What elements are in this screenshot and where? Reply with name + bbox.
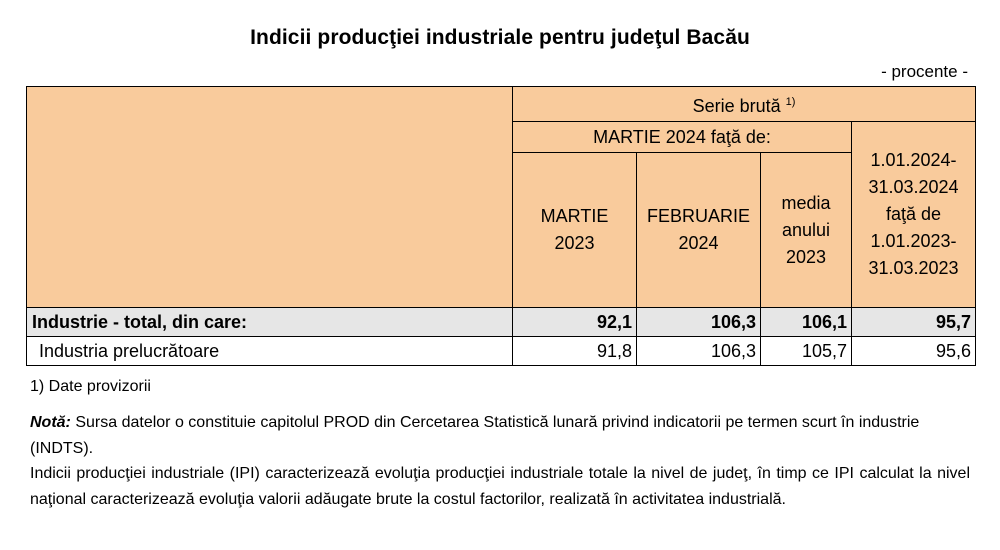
header-period: MARTIE 2024 faţă de: — [513, 122, 852, 153]
row-label: Industrie - total, din care: — [27, 308, 513, 337]
col-header-media-2023 — [761, 153, 852, 308]
col-header-line: media — [781, 192, 831, 213]
header-cumulative — [852, 122, 976, 308]
cell-value: 105,7 — [761, 337, 852, 366]
col-header-line: 2023 — [554, 233, 595, 253]
cell-value: 92,1 — [513, 308, 637, 337]
row-label: Industria prelucrătoare — [27, 337, 513, 366]
serie-label: Serie brută — [692, 96, 781, 116]
cell-value: 106,1 — [761, 308, 852, 337]
serie-footnote-ref: 1) — [785, 96, 796, 108]
col-header-martie-2023 — [513, 153, 637, 308]
header-serie — [513, 87, 976, 122]
header-empty-cell — [27, 87, 513, 308]
cell-value: 91,8 — [513, 337, 637, 366]
col-header-line: 2023 — [785, 246, 827, 267]
cumulative-line: 31.03.2023 — [868, 258, 959, 278]
page-title: Indicii producţiei industriale pentru judeţul Bacău — [250, 26, 750, 49]
data-table — [26, 86, 976, 366]
col-header-line: anului — [781, 219, 831, 240]
note-label: Notă: — [30, 414, 71, 431]
cumulative-line: 1.01.2024- — [870, 150, 957, 170]
cumulative-line: 1.01.2023- — [870, 231, 957, 251]
col-header-line: 2024 — [678, 233, 719, 253]
table-row-total — [27, 308, 976, 337]
note-line-1 — [30, 410, 970, 461]
note-text-1: Sursa datelor o constituie capitolul PROD din Cercetarea Statistică lunară privind indicatorii pe termen scurt în industrie (INDTS). — [30, 414, 920, 457]
cumulative-line: 31.03.2024 — [868, 177, 959, 197]
notes-block — [30, 410, 970, 512]
col-header-line: FEBRUARIE — [646, 206, 751, 226]
footnote: 1) Date provizorii — [30, 378, 151, 395]
col-header-line: MARTIE — [540, 206, 609, 226]
cell-value: 106,3 — [637, 308, 761, 337]
cell-value: 106,3 — [637, 337, 761, 366]
unit-label: - procente - — [881, 62, 968, 81]
cell-value: 95,7 — [852, 308, 976, 337]
cumulative-line: faţă de — [886, 204, 942, 224]
header-row-serie — [27, 87, 976, 122]
col-header-februarie-2024 — [637, 153, 761, 308]
cell-value: 95,6 — [852, 337, 976, 366]
note-line-2: Indicii producţiei industriale (IPI) caracterizează evoluţia producţiei industriale totale la nivel de judeţ, în timp ce IPI calculat la nivel — [30, 465, 970, 482]
table-row-prelucratoare — [27, 337, 976, 366]
note-line-3: naţional caracterizează evoluţia valorii adăugate brute la costul factorilor, realizată în activitatea industrială. — [30, 490, 786, 508]
